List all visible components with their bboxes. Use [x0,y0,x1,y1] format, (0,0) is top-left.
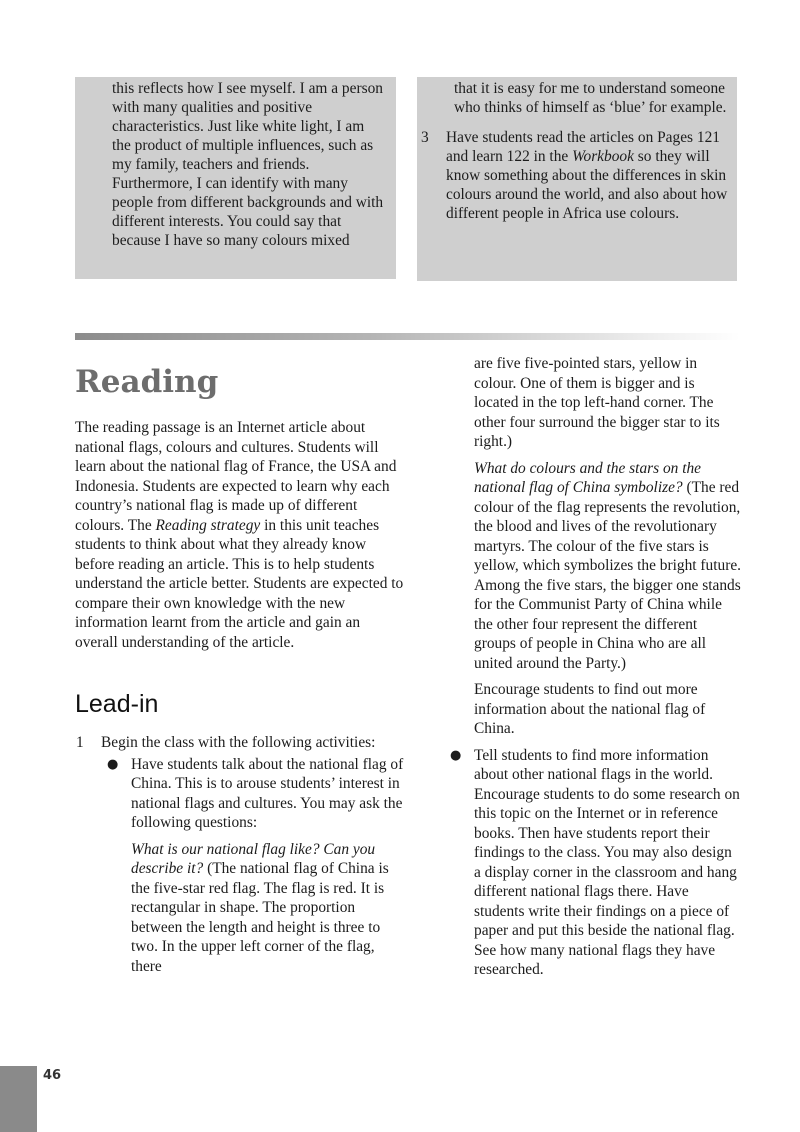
item1-text: Begin the class with the following activities: [101,734,376,751]
reading-heading: Reading [75,364,219,400]
leadin-heading: Lead-in [75,690,159,718]
page-corner-tab [0,1066,37,1132]
numbered-item-3 [417,128,729,223]
bullet-icon: ● [450,747,462,763]
top-right-text-box [417,77,737,281]
bullet-item-research [450,746,742,980]
bullet-item-flag-talk [101,755,405,833]
reading-strategy-italic: Reading strategy [155,516,261,534]
item-number: 3 [421,129,429,146]
reading-paragraph [75,418,405,652]
item3-text-part2: so they will know something about the differences in skin colours around the world, and also about how different people in Africa use colours. [446,148,728,222]
item1-body [75,755,405,977]
bullet2-text: Tell students to find more information about other national flags in the world. Encourage students to do some research on this topic on the Internet or in reference books. Then have students report their findings to the class. You may also design a display corner in the classroom and hang different national flags there. Have students write their findings on a piece of paper and put this beside the national flag. See how many national flags they have researched. [474,746,740,978]
question-1-answer: (The national flag of China is the five-star red flag. The flag is red. It is rectangular in shape. The proportion between the length and height is three to two. In the upper left corner of the flag, there [131,860,389,975]
bullet-icon: ● [107,756,119,772]
question-2-answer: (The red colour of the flag represents the revolution, the blood and lives of the revolutionary martyrs. The colour of the five stars is yellow, which symbolizes the bright future. Among the five stars, the bigger one stands for the Communist Party of China while the other four represent the different groups of people in China who are all united around the Party.) [474,479,741,672]
workbook-italic: Workbook [572,148,634,165]
question-2 [450,459,742,674]
bullet1-text: Have students talk about the national flag of China. This is to arouse students’ interest in national flags and cultures. You may ask the following questions: [131,755,404,831]
encourage-paragraph: Encourage students to find out more information about the national flag of China. [474,681,706,737]
left-column [75,356,405,976]
reading-text-part2: in this unit teaches students to think about what they already know before reading an article. This is to help students understand the article better. Students are expected to compare their own knowledge with the new information learnt from the article and gain an overall understanding of the article. [75,516,404,651]
top-left-box-text: this reflects how I see myself. I am a person with many qualities and positive characteristics. Just like white light, I am the product of multiple influences, such as my family, teachers and friends. Furthermore, I can identify with many people from different backgrounds and with different interests. You could say that because I have so many colours mixed [112,80,384,249]
section-divider [75,333,740,340]
question-1-italic: What is our national flag like? Can you describe it? [131,840,376,877]
numbered-item-1 [75,733,405,753]
answer-continuation: are five five-pointed stars, yellow in colour. One of them is bigger and is located in the top left-hand corner. The other four surround the bigger star to its right.) [474,355,720,450]
question-2-italic: What do colours and the stars on the national flag of China symbolize? [474,459,702,496]
top-right-continuation: that it is easy for me to understand someone who thinks of himself as ‘blue’ for example. [454,80,727,116]
page-number: 46 [43,1068,62,1083]
top-left-text-box [75,77,396,279]
reading-text-part1: The reading passage is an Internet article about national flags, colours and cultures. Students will learn about the national flag of France, the USA and Indonesia. Students are expected to learn why each country’s national flag is made up of different colours. The [75,419,397,534]
item-number: 1 [76,734,84,751]
question-1 [101,840,405,977]
right-column [450,354,742,980]
item3-text-part1: Have students read the articles on Pages 121 and learn 122 in the [446,129,720,165]
